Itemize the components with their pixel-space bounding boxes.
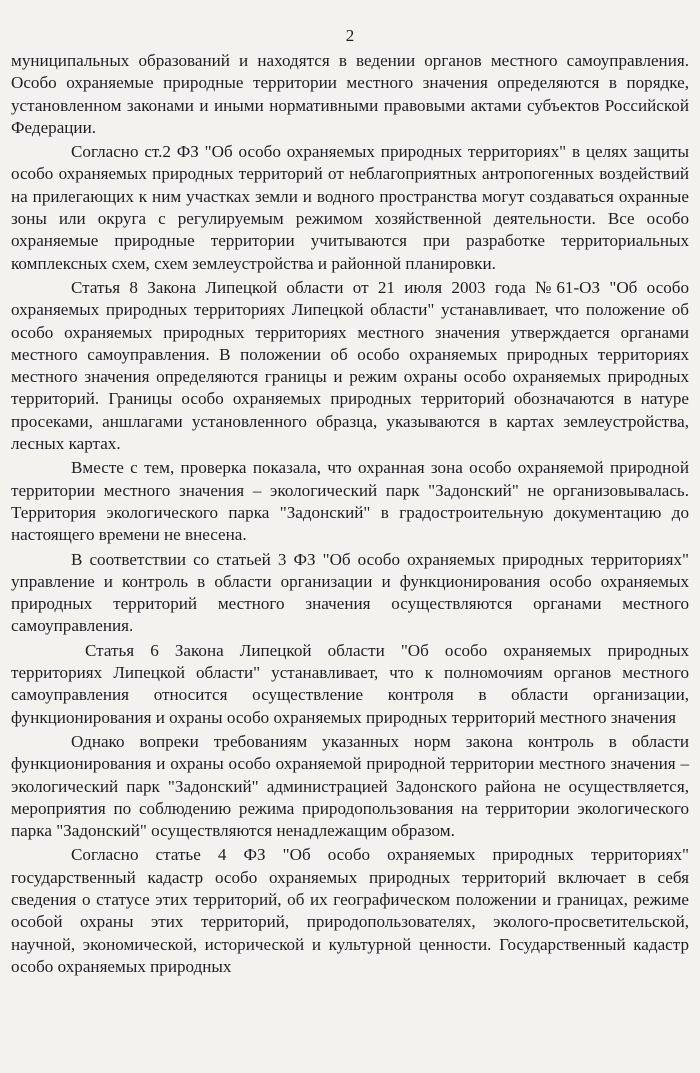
paragraph-article-3: В соответствии со статьей 3 ФЗ "Об особо охраняемых природных территориях" управление и контроль в области организации и функционирования особо охраняемых природных территорий местного значения осуществляются органами местного самоуправления. (11, 549, 689, 636)
paragraph-article-6-regional-law: Статья 6 Закона Липецкой области "Об особо охраняемых природных территориях Липецкой области" устанавливает, что к полномочиям органов местного самоуправления относится осуществление контроля в области организации, функционирования и охраны особо охраняемых природных территорий местного значения (11, 640, 689, 727)
paragraph-article-4-cadastre: Согласно статье 4 ФЗ "Об особо охраняемых природных территориях" государственный кадастр особо охраняемых природных территорий включает в себя сведения о статусе этих территорий, об их географическом положении и границах, режиме особой охраны этих территорий, природопользователях, эколого-просветительской, научной, экономической, исторической и культурной ценности. Государственный кадастр особо охраняемых природных (11, 845, 689, 976)
paragraph-continuation: муниципальных образований и находятся в ведении органов местного самоуправления. Особо охраняемые природные территории местного значения определяются в порядке, установленном законами и иными нормативными правовыми актами субъектов Российской Федерации. (11, 51, 689, 137)
paragraph-article-2: Согласно ст.2 ФЗ "Об особо охраняемых природных территориях" в целях защиты особо охраняемых природных территорий от неблагоприятных антропогенных воздействий на прилегающих к ним участках земли и водного пространства могут создаваться охранные зоны или округа с регулируемым режимом хозяйственной деятельности. Все особо охраняемые природные территории учитываются при разработке территориальных комплексных схем, схем землеустройства и районной планировки. (11, 142, 689, 273)
paragraph-inspection-findings: Вместе с тем, проверка показала, что охранная зона особо охраняемой природной территории местного значения – экологический парк "Задонский" не организовывалась. Территория экологического парка "Задонский" в градостроительную документацию до настоящего времени не внесена. (11, 458, 689, 545)
page-number: 2 (345, 26, 355, 45)
paragraph-violations: Однако вопреки требованиям указанных норм закона контроль в области функционирования и охраны особо охраняемой природной территории местного значения – экологический парк "Задонский" администрацией Задонского района не осуществляется, мероприятия по соблюдению режима природопользования на территории экологического парка "Задонский" осуществляются ненадлежащим образом. (11, 731, 689, 841)
paragraph-article-8-regional-law: Статья 8 Закона Липецкой области от 21 июля 2003 года №61-ОЗ "Об особо охраняемых природных территориях Липецкой области" устанавливает, что положение об особо охраняемых природных территориях местного значения утверждается органами местного самоуправления. В положении об особо охраняемых природных территориях местного значения определяются границы и режим охраны особо охраняемых природных территорий. Границы особо охраняемых природных территорий обозначаются в натуре просеками, аншлагами установленного образца, указываются в картах землеустройства, лесных картах. (11, 277, 689, 454)
